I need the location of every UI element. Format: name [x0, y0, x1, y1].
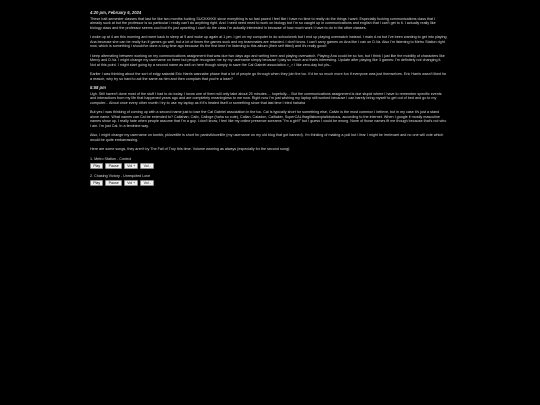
volume-up-button[interactable]: Vol + [124, 163, 138, 169]
entry-paragraph: Here are some songs, they aren't by The Fall of Troy this time. Volume warning as always (especially for the second song): [90, 147, 291, 151]
song-player [90, 174, 448, 186]
pause-button[interactable]: Pause [105, 180, 122, 186]
entry-paragraph: I woke up at 4 am this morning and went back to sleep at 9 and woke up again at 1 pm. I get on my computer to do schoolwork but I end up playing overwatch instead. I main d.va but I've been wanting to get into playing Ana because she can be really fun if games go well, but a lot of times the games suck and my teammates are retarded. I don't know. I can't carry games on Ana like I can on D.Va. Also I'm listening to Metro Station right now, which is something I should've done a long time ago because it's the first time I'm listening to this album (their self titled) and it's really good! [90, 35, 447, 48]
volume-down-button[interactable]: Vol - [140, 180, 154, 186]
journal-entry [90, 86, 448, 186]
entry-paragraph: But yes I was thinking of coming up with a second name just to lose the Cal Gabriel association in the tcc. Cal is typically short for something else, Calvin is the most common I believe, but in my case it's just a stand alone name. What names can Cal be extended to? Callahan, Calix, Calloge (haha so cute), Callan, Caladon, Calltaker, SuperCALIfragilisticexpialidocious, according to the internet. When I google it mostly masculine names show up. I really hate when people assume that I'm a guy. I don't know, I feel like my online presence screams "I'm a girl!!" but I guess I could be wrong. None of those names fit me though because that's not who I am. I'm just Cal. In a feminine way. [90, 110, 447, 128]
entry-timestamp: 5:58 pm [90, 85, 106, 90]
entry-timestamp: 4:20 pm, February 6, 2024 [90, 10, 142, 15]
journal-page [90, 11, 448, 191]
entry-paragraph: I keep alternating between working on my communications assignment that was due two days ago and writing here and playing overwatch. Playing Ana could be so fun, but I think I just like the mobility of characters like Mercy and D.Va. I might change my username on there but people recognize me by my username simply because I play so much and that's interesting. Update after playing like 3 games: I'm definitely not changing it. Not at this point. I might start going by a second name as well on here though simply to save the Cal Gabriel association >_> I like zero-day but pls-- [90, 53, 445, 67]
journal-entry [90, 11, 448, 81]
player-controls [90, 163, 448, 169]
entry-paragraph: Ugh. Still haven't done most of the stuff I had to do today. I know one of them will only take about 25 minutes.... hopefully.... But the communications assignment is due stupid where I have to remember specific events and interactions from my life that happened years ago and are completely meaningless to me now. Right now I'm just wishing my laptop still worked because I can barely bring myself to get out of bed and go to my computer... About once every other month I try to use my laptop as if it's healed itself or something since that last time I tried hahaha [90, 91, 442, 105]
play-button[interactable]: Play [90, 163, 103, 169]
song-title: 1. Metro Station - Control [90, 156, 132, 161]
entry-paragraph: Also, I might change my username on tumblr, pkloveliife is short for pankvlkloveliife (my username on my old blog that got banned). I'm thinking of making a poll but I fear I might be irrelevant and no one will vote which would be quite embarrassing. [90, 133, 444, 142]
play-button[interactable]: Play [90, 180, 103, 186]
volume-up-button[interactable]: Vol + [124, 180, 138, 186]
volume-down-button[interactable]: Vol - [140, 163, 154, 169]
song-player [90, 157, 448, 169]
pause-button[interactable]: Pause [105, 163, 122, 169]
entry-paragraph: Earlier I was thinking about the sort of edgy satanist Eric Harris wannabe phase that a lot of people go through when they join the tcc. It'd be so much more fun if everyone was just themselves. Eric Harris wasn't liked for a reason, why try so hard to act the same as him and then complain that you're a loser? [90, 72, 447, 81]
song-title: 2. Chasing Victory - Unrequited Love [90, 173, 151, 178]
entry-paragraph: These half-semester classes that last for like two months fucking SUCKKKKK since everything is so fast paced I feel like I have no time to really do the things I want. Especially fucking communications class that I already suck at but the professor is so particular I really can't do anything right. And I need need need to work on biology but I'm so caught up in communications and english that I can't get to it. I actually really like biology class and the professor seems cool but it's just upsetting I can't do the class I'm actually interested in because of how much work I have to do in the other classes. [90, 16, 436, 30]
player-controls [90, 180, 448, 186]
